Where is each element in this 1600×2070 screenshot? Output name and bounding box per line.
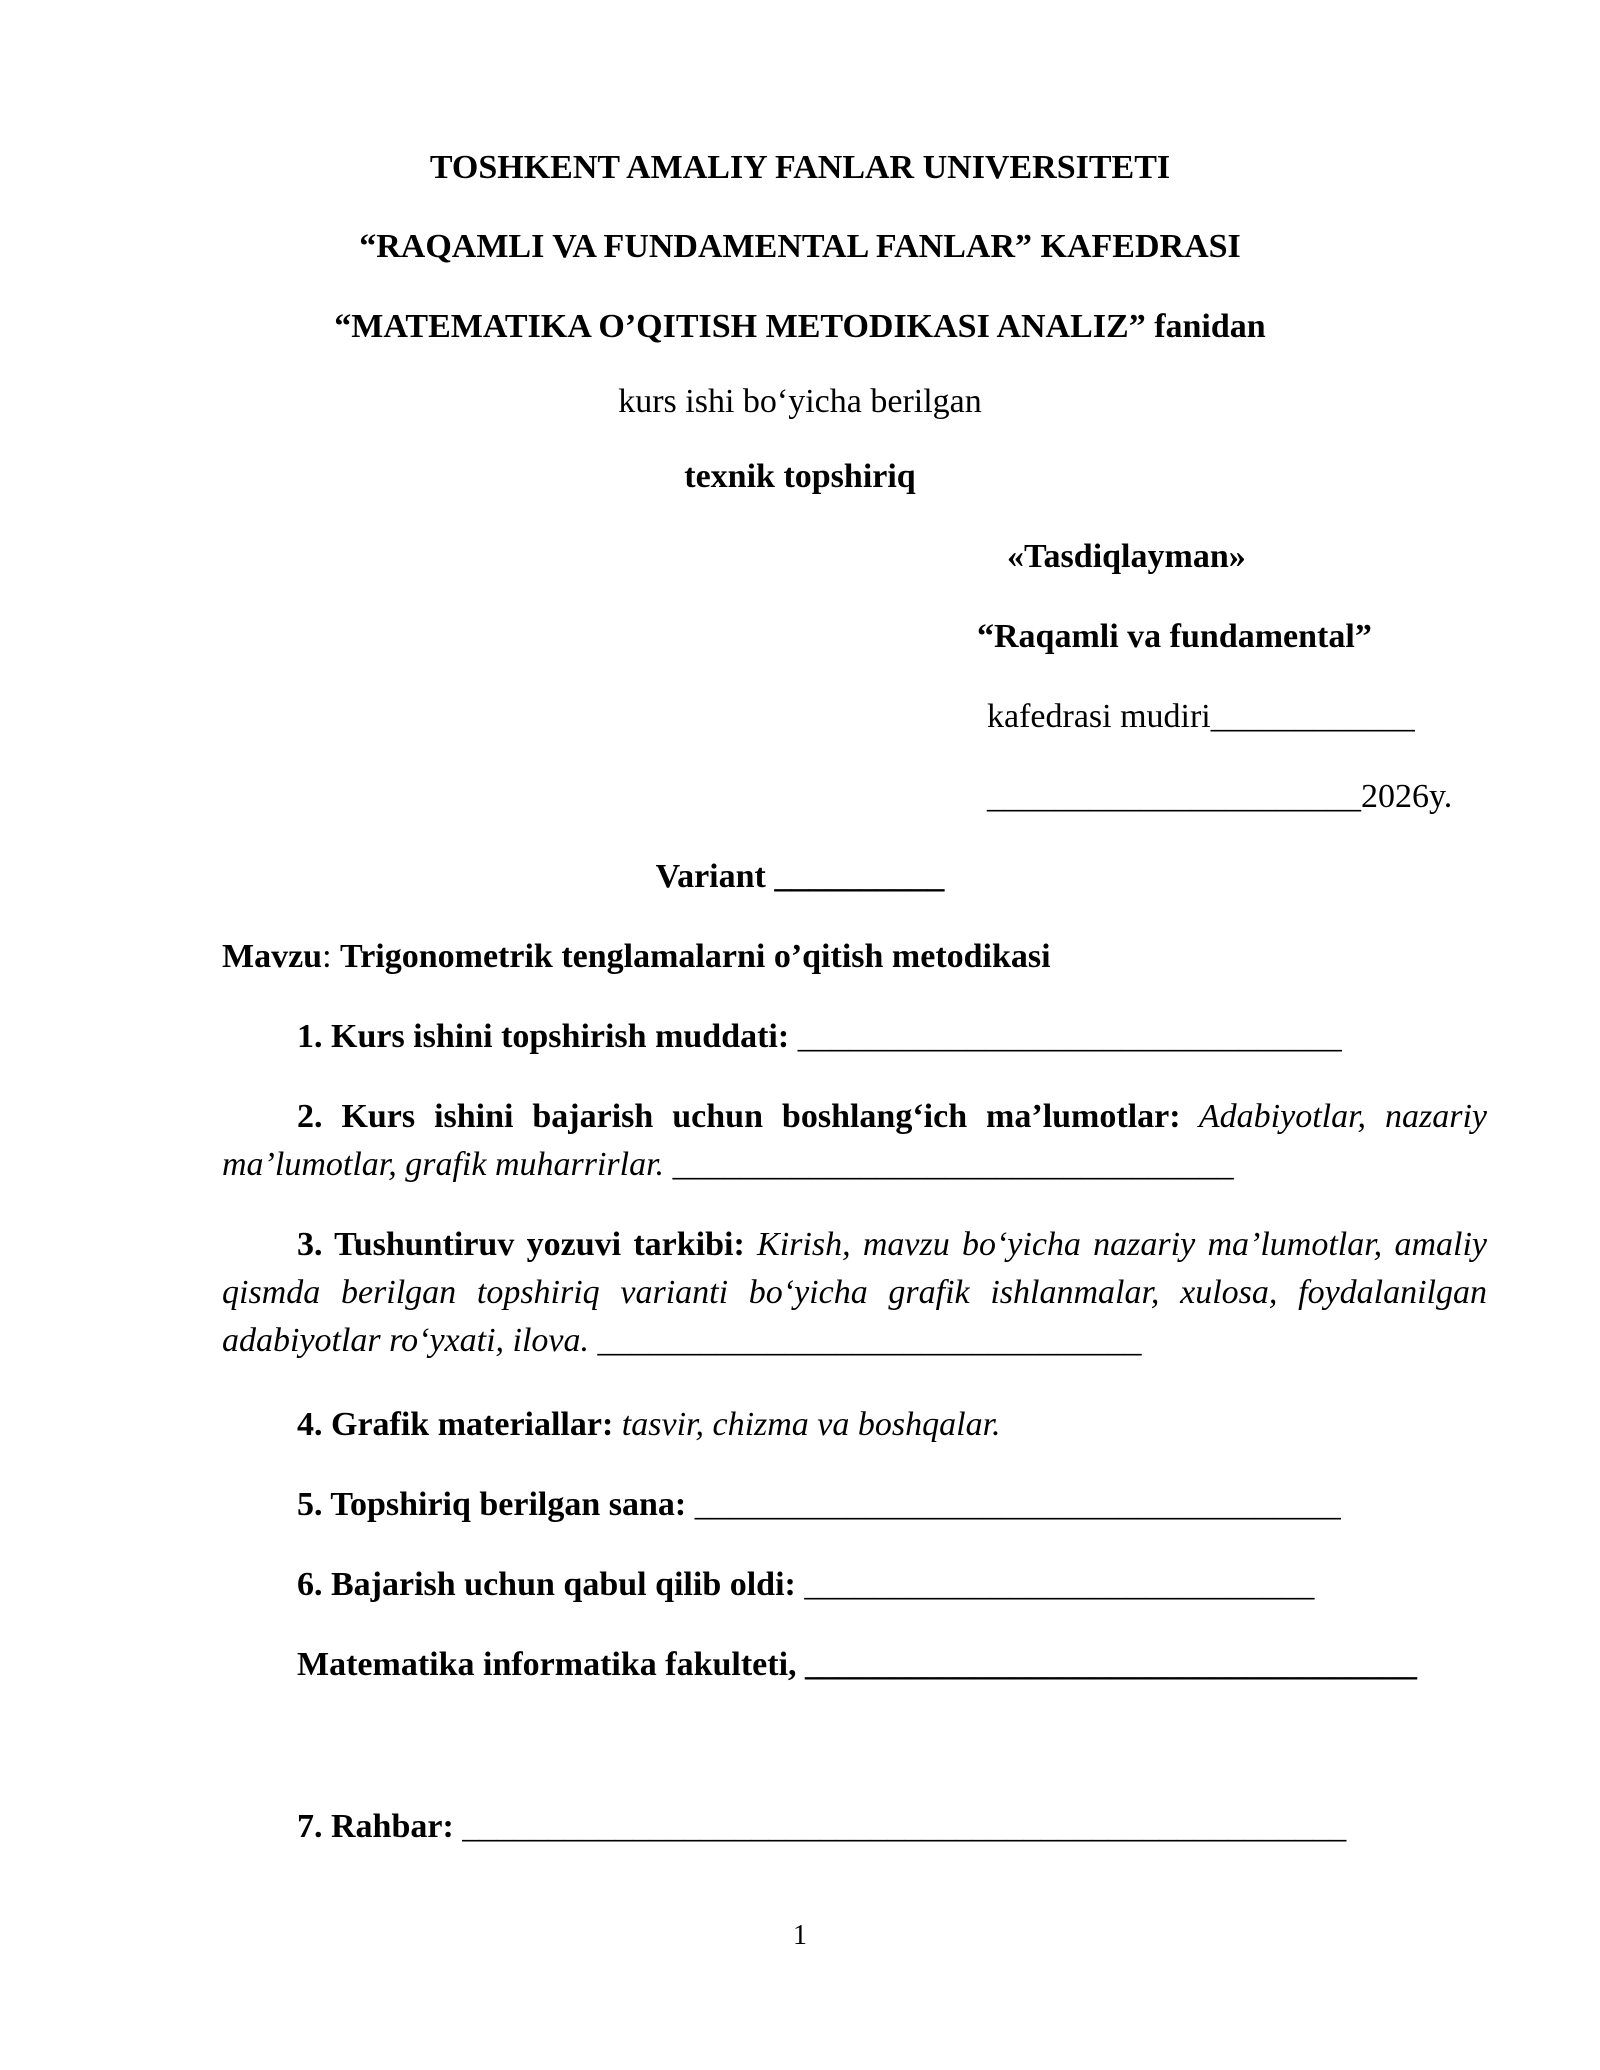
item-initial-data bbox=[222, 1093, 1487, 1189]
issued-date-label: 5. Topshiriq berilgan sana: bbox=[297, 1486, 687, 1523]
approval-department: “Raqamli va fundamental” bbox=[977, 618, 1372, 655]
supervisor-label: 7. Rahbar: bbox=[297, 1808, 454, 1845]
initial-data-value: Adabiyotlar, nazariy ma’lumotlar, grafik muharrirlar. bbox=[222, 1098, 1487, 1183]
initial-data-label: 2. Kurs ishini bajarish uchun boshlang‘ich ma’lumotlar: bbox=[297, 1098, 1181, 1135]
subject-line bbox=[0, 307, 1600, 347]
topic-label: Mavzu bbox=[222, 938, 323, 975]
faculty-blank: ____________________________________ bbox=[796, 1646, 1418, 1683]
approval-date-field: ______________________2026y. bbox=[987, 778, 1453, 815]
accepted-blank: ______________________________ bbox=[795, 1566, 1315, 1603]
initial-data-blank: _________________________________ bbox=[664, 1146, 1234, 1183]
item-graphics bbox=[297, 1405, 1001, 1445]
approval-title: «Tasdiqlayman» bbox=[1007, 538, 1246, 575]
structure-blank: ________________________________ bbox=[589, 1322, 1142, 1359]
page-number: 1 bbox=[793, 1920, 807, 1951]
structure-label: 3. Tushuntiruv yozuvi tarkibi: bbox=[297, 1226, 745, 1263]
item-supervisor bbox=[297, 1807, 1346, 1847]
variant-field: Variant __________ bbox=[655, 858, 945, 895]
subject-name: “MATEMATIKA O’QITISH METODIKASI ANALIZ” bbox=[334, 308, 1146, 345]
subject-suffix: fanidan bbox=[1145, 308, 1266, 345]
graphics-value: tasvir, chizma va boshqalar. bbox=[613, 1406, 1001, 1443]
item-accepted bbox=[297, 1565, 1314, 1605]
university-title: TOSHKENT AMALIY FANLAR UNIVERSITETI bbox=[429, 149, 1171, 186]
topic-separator: : bbox=[322, 938, 341, 975]
item-deadline bbox=[297, 1017, 1342, 1057]
department-title: “RAQAMLI VA FUNDAMENTAL FANLAR” KAFEDRASI bbox=[359, 228, 1241, 265]
item-faculty bbox=[297, 1645, 1417, 1685]
topic-value: Trigonometrik tenglamalarni o’qitish metodikasi bbox=[340, 938, 1051, 975]
graphics-label: 4. Grafik materiallar: bbox=[297, 1406, 614, 1443]
deadline-label: 1. Kurs ishini topshirish muddati: bbox=[297, 1018, 790, 1055]
faculty-label: Matematika informatika fakulteti, bbox=[297, 1646, 797, 1683]
item-structure bbox=[222, 1221, 1487, 1365]
supervisor-blank: ____________________________________________________ bbox=[453, 1808, 1347, 1845]
deadline-blank: ________________________________ bbox=[789, 1018, 1342, 1055]
document-type: texnik topshiriq bbox=[684, 458, 916, 495]
item-issued-date bbox=[297, 1485, 1341, 1525]
topic-line bbox=[222, 937, 1051, 977]
accepted-label: 6. Bajarish uchun qabul qilib oldi: bbox=[297, 1566, 796, 1603]
issued-date-blank: ______________________________________ bbox=[686, 1486, 1341, 1523]
department-head-signature-field: kafedrasi mudiri____________ bbox=[987, 698, 1415, 735]
structure-value: Kirish, mavzu bo‘yicha nazariy ma’lumotlar, amaliy qismda berilgan topshiriq varianti bo‘yicha grafik ishlanmalar, xulosa, foydalanilgan adabiyotlar ro‘yxati, ilova. bbox=[222, 1226, 1487, 1359]
course-line: kurs ishi bo‘yicha berilgan bbox=[618, 383, 982, 420]
